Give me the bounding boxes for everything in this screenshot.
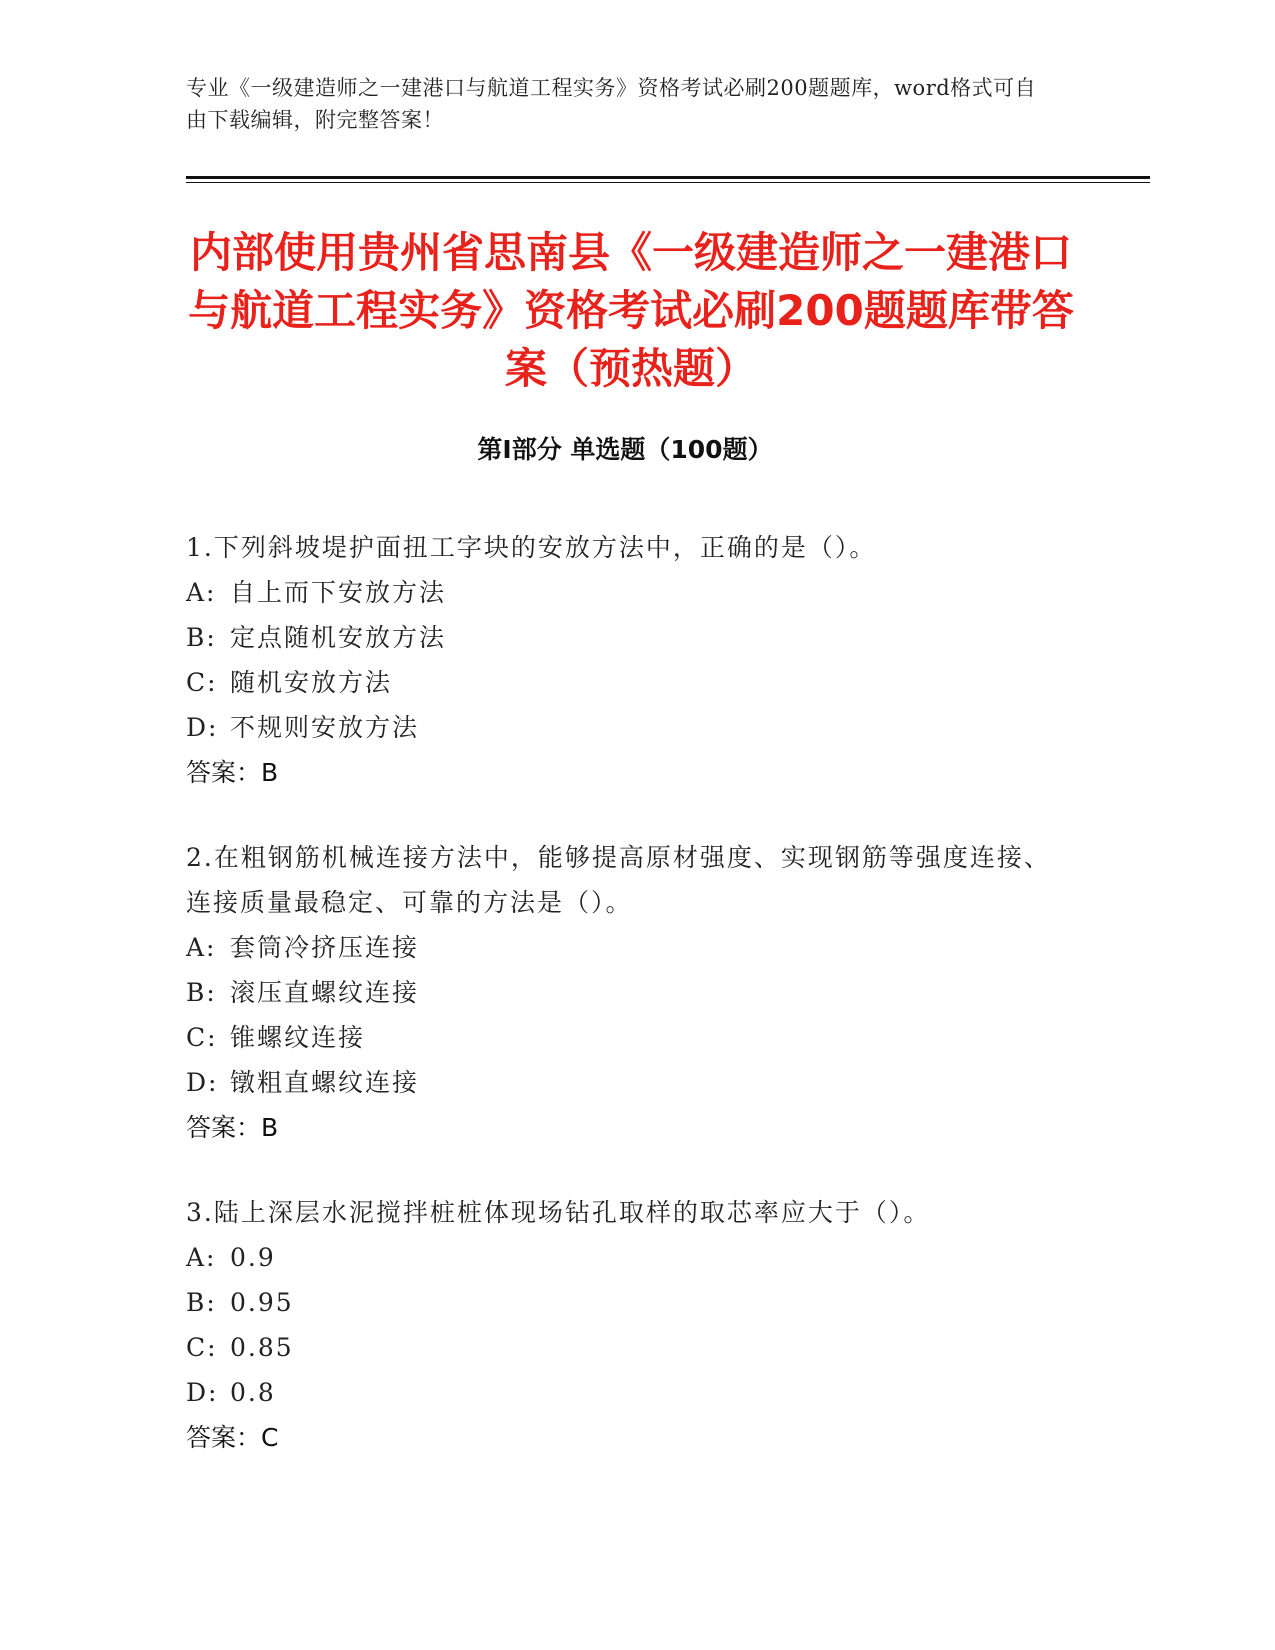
- option-c: [186, 1325, 1076, 1370]
- option-b: [186, 615, 1076, 660]
- option-text: 随机安放方法: [230, 668, 393, 697]
- question-3: [186, 1190, 1076, 1460]
- question-1: [186, 525, 1076, 795]
- question-stem: 1.下列斜坡堤护面扭工字块的安放方法中，正确的是（）。: [186, 533, 877, 562]
- option-letter: A:: [186, 933, 217, 962]
- option-d: [186, 1370, 1076, 1415]
- option-text: 滚压直螺纹连接: [230, 978, 420, 1007]
- header-rule-thick: [186, 176, 1150, 179]
- option-letter: C:: [186, 1023, 218, 1052]
- option-letter: B:: [186, 978, 217, 1007]
- option-c: [186, 660, 1076, 705]
- option-text: 锥螺纹连接: [230, 1023, 366, 1052]
- option-letter: A:: [186, 578, 217, 607]
- option-letter: B:: [186, 1288, 217, 1317]
- option-letter: C:: [186, 1333, 218, 1362]
- option-letter: A:: [186, 1243, 217, 1272]
- header-note: 专业《一级建造师之一建港口与航道工程实务》资格考试必刷200题题库，word格式可自由下载编辑，附完整答案！: [186, 76, 1037, 132]
- question-2: [186, 835, 1076, 1150]
- option-text: 0.9: [230, 1243, 276, 1272]
- option-text: 0.85: [230, 1333, 294, 1362]
- option-letter: D:: [186, 713, 219, 742]
- option-text: 镦粗直螺纹连接: [230, 1068, 420, 1097]
- option-b: [186, 970, 1076, 1015]
- option-text: 自上而下安放方法: [230, 578, 447, 607]
- option-letter: D:: [186, 1068, 219, 1097]
- option-b: [186, 1280, 1076, 1325]
- option-letter: D:: [186, 1378, 219, 1407]
- question-list: [186, 525, 1076, 1500]
- option-c: [186, 1015, 1076, 1060]
- option-a: [186, 1235, 1076, 1280]
- answer-line: 答案：B: [186, 758, 279, 787]
- question-stem: 2.在粗钢筋机械连接方法中，能够提高原材强度、实现钢筋等强度连接、连接质量最稳定、可靠的方法是（）。: [186, 843, 1051, 917]
- option-a: [186, 925, 1076, 970]
- option-text: 0.95: [230, 1288, 294, 1317]
- document-title: 内部使用贵州省思南县《一级建造师之一建港口与航道工程实务》资格考试必刷200题题库带答案（预热题）: [188, 228, 1074, 393]
- option-letter: C:: [186, 668, 218, 697]
- option-d: [186, 1060, 1076, 1105]
- option-letter: B:: [186, 623, 217, 652]
- answer-line: 答案：C: [186, 1423, 279, 1452]
- option-text: 0.8: [230, 1378, 276, 1407]
- section-heading: 第Ⅰ部分 单选题（100题）: [477, 435, 773, 464]
- option-text: 不规则安放方法: [230, 713, 420, 742]
- option-d: [186, 705, 1076, 750]
- answer-line: 答案：B: [186, 1113, 279, 1142]
- option-text: 套筒冷挤压连接: [230, 933, 420, 962]
- header-rule-thin: [186, 182, 1150, 183]
- option-text: 定点随机安放方法: [230, 623, 447, 652]
- option-a: [186, 570, 1076, 615]
- question-stem: 3.陆上深层水泥搅拌桩桩体现场钻孔取样的取芯率应大于（）。: [186, 1198, 931, 1227]
